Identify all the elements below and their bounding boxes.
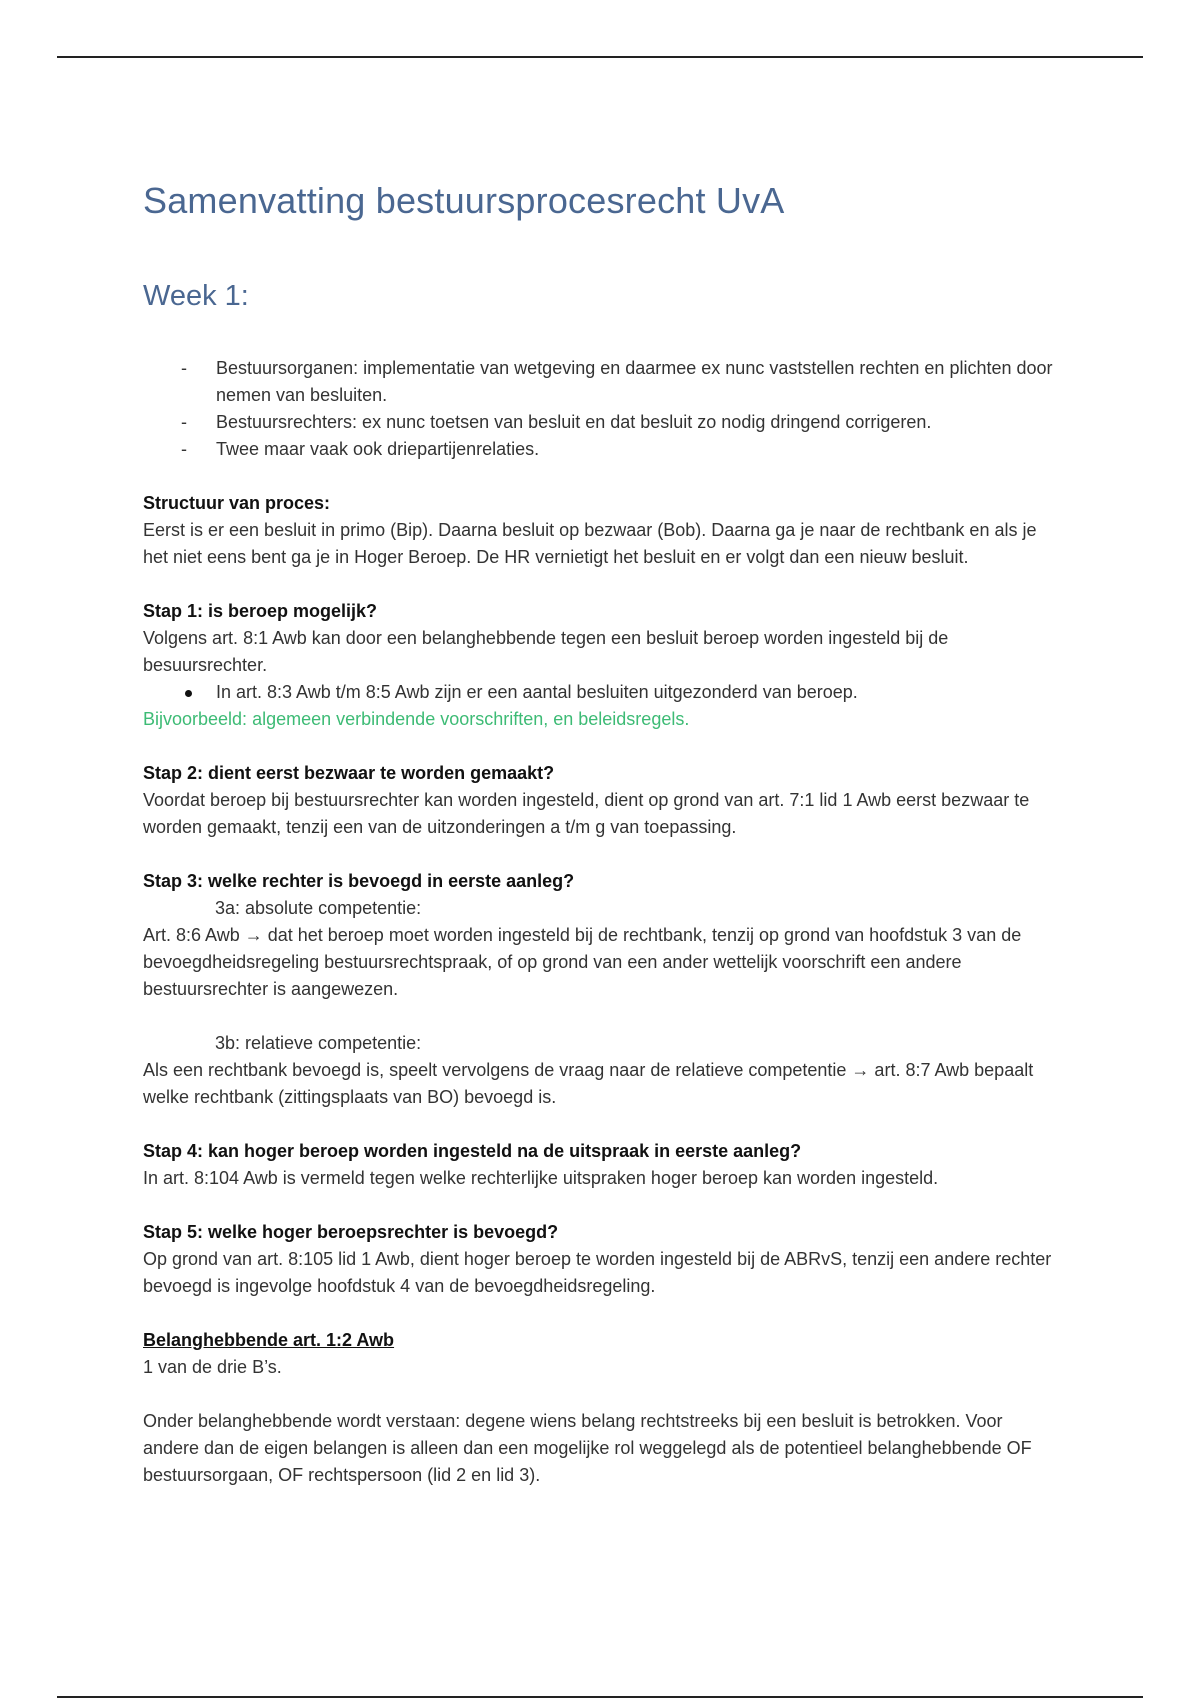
bullet-list [143, 679, 1063, 706]
section-heading: Stap 4: kan hoger beroep worden ingesteld na de uitspraak in eerste aanleg? [143, 1141, 802, 1161]
section-text: Voordat beroep bij bestuursrechter kan worden ingesteld, dient op grond van art. 7:1 lid 1 Awb eerst bezwaar te worden gemaakt, tenzij een van de uitzonderingen a t/m g van toepassing. [143, 790, 1030, 837]
footer-rule [57, 1696, 1143, 1698]
subheading-absolute: 3a: absolute competentie: [215, 898, 422, 918]
section-heading: Stap 3: welke rechter is bevoegd in eerste aanleg? [143, 871, 575, 891]
list-item: In art. 8:3 Awb t/m 8:5 Awb zijn er een aantal besluiten uitgezonderd van beroep. [143, 679, 1063, 706]
document-page [143, 180, 1063, 1489]
example-text: Bijvoorbeeld: algemeen verbindende voorschriften, en beleidsregels. [143, 709, 690, 729]
section-text: Op grond van art. 8:105 lid 1 Awb, dient hoger beroep te worden ingesteld bij de ABRvS, tenzij een andere rechter bevoegd is ingevolge hoofdstuk 4 van de bevoegdheidsregeling. [143, 1249, 1052, 1296]
section-belanghebbende [143, 1327, 1063, 1489]
section-stap4 [143, 1138, 1063, 1192]
header-rule [57, 56, 1143, 58]
section-text: In art. 8:104 Awb is vermeld tegen welke rechterlijke uitspraken hoger beroep kan worden ingesteld. [143, 1168, 939, 1188]
spacer [143, 1381, 1063, 1408]
section-text: Volgens art. 8:1 Awb kan door een belanghebbende tegen een besluit beroep worden ingesteld bij de besuursrechter. [143, 628, 949, 675]
subheading-relative: 3b: relatieve competentie: [215, 1033, 422, 1053]
section-heading: Belanghebbende art. 1:2 Awb [143, 1330, 395, 1350]
section-text: Als een rechtbank bevoegd is, speelt vervolgens de vraag naar de relatieve competentie → art. 8:7 Awb bepaalt welke rechtbank (zittingsplaats van BO) bevoegd is. [143, 1060, 1034, 1107]
spacer [143, 1003, 1063, 1030]
intro-list [143, 355, 1063, 463]
section-stap3 [143, 868, 1063, 1111]
list-item: - Bestuursorganen: implementatie van wetgeving en daarmee ex nunc vaststellen rechten en plichten door nemen van besluiten. [143, 355, 1063, 409]
section-heading: Stap 5: welke hoger beroepsrechter is bevoegd? [143, 1222, 559, 1242]
section-stap2 [143, 760, 1063, 841]
week-heading: Week 1: [143, 280, 249, 312]
list-item: - Bestuursrechters: ex nunc toetsen van besluit en dat besluit zo nodig dringend corrigeren. [143, 409, 1063, 436]
section-heading: Stap 2: dient eerst bezwaar te worden gemaakt? [143, 763, 555, 783]
section-text: 1 van de drie B’s. [143, 1357, 282, 1377]
section-stap5 [143, 1219, 1063, 1300]
section-text: Eerst is er een besluit in primo (Bip). Daarna besluit op bezwaar (Bob). Daarna ga je naar de rechtbank en als je het niet eens bent ga je in Hoger Beroep. De HR vernietigt het besluit en er volgt dan een nieuw besluit. [143, 520, 1037, 567]
list-item: - Twee maar vaak ook driepartijenrelaties. [143, 436, 1063, 463]
section-heading: Structuur van proces: [143, 493, 331, 513]
section-stap1 [143, 598, 1063, 733]
section-text: Onder belanghebbende wordt verstaan: degene wiens belang rechtstreeks bij een besluit is betrokken. Voor andere dan de eigen belangen is alleen dan een mogelijke rol weggelegd als de potentieel belanghebbende OF bestuursorgaan, OF rechtspersoon (lid 2 en lid 3). [143, 1411, 1032, 1485]
section-text: Art. 8:6 Awb → dat het beroep moet worden ingesteld bij de rechtbank, tenzij op grond van hoofdstuk 3 van de bevoegdheidsregeling bestuursrechtspraak, of op grond van een ander wettelijk voorschrift een andere bestuursrechter is aangewezen. [143, 925, 1022, 999]
document-title: Samenvatting bestuursprocesrecht UvA [143, 180, 785, 221]
section-structuur [143, 490, 1063, 571]
section-heading: Stap 1: is beroep mogelijk? [143, 601, 378, 621]
